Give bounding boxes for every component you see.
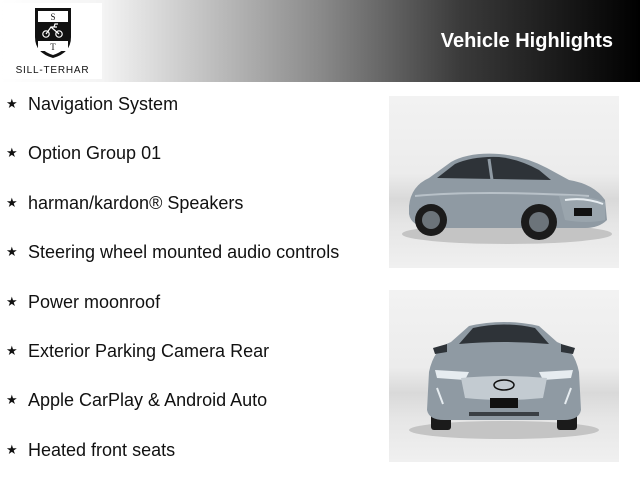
feature-label: Navigation System [28, 94, 179, 114]
star-icon: ★ [6, 244, 18, 260]
feature-label: Exterior Parking Camera Rear [28, 340, 270, 361]
list-item [6, 94, 339, 143]
dealer-name: SILL-TERHAR [15, 65, 90, 76]
list-item [6, 193, 339, 242]
feature-label: Heated front seats [28, 439, 176, 460]
car-front-illustration [389, 290, 619, 462]
star-icon: ★ [6, 441, 18, 457]
dealer-logo [3, 3, 102, 79]
star-icon: ★ [6, 392, 18, 408]
page-title: Vehicle Highlights [440, 30, 613, 52]
star-icon: ★ [6, 145, 18, 161]
list-item [6, 242, 339, 291]
feature-label: harman/kardon® Speakers [28, 192, 244, 213]
feature-label: Power moonroof [28, 291, 161, 312]
feature-label: Option Group 01 [28, 143, 162, 164]
list-item [6, 292, 339, 341]
list-item [6, 390, 339, 439]
shield-logo-icon [34, 7, 72, 59]
monogram-top: S [50, 12, 56, 22]
list-item [6, 440, 339, 489]
star-icon: ★ [6, 293, 18, 309]
feature-label: Apple CarPlay & Android Auto [28, 390, 268, 411]
car-side-illustration [389, 96, 619, 268]
monogram-bottom: T [50, 42, 56, 52]
header-banner [0, 0, 640, 82]
list-item [6, 341, 339, 390]
star-icon: ★ [6, 96, 18, 111]
list-item [6, 143, 339, 192]
vehicle-photo-side [389, 96, 619, 268]
star-icon: ★ [6, 342, 18, 358]
feature-label: Steering wheel mounted audio controls [28, 242, 340, 263]
star-icon: ★ [6, 194, 18, 210]
feature-list [6, 94, 339, 489]
vehicle-photo-front [389, 290, 619, 462]
